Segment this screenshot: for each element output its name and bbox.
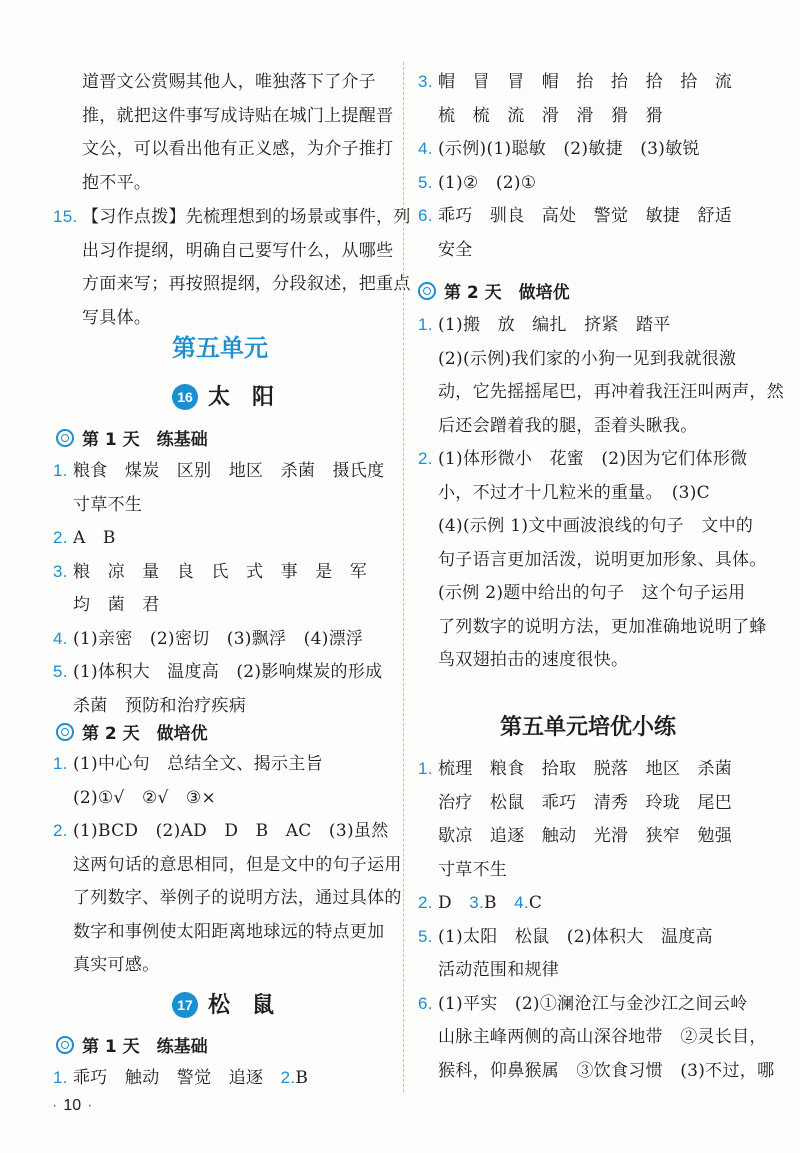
- question-number: 1.: [418, 759, 433, 778]
- question-number: 4.: [53, 628, 68, 648]
- question-number: 6.: [418, 993, 433, 1013]
- answer-text: C: [528, 893, 543, 913]
- answer-text: 道晋文公赏赐其他人，唯独落下了介子: [82, 72, 377, 92]
- answer-text: 了列数字、举例子的说明方法，通过具体的: [73, 888, 402, 908]
- target-circle-icon: [56, 723, 74, 741]
- answer-text: 寸草不生: [73, 494, 143, 515]
- lesson-number-badge: 17: [172, 992, 198, 1018]
- answer-text: 鸟双翅拍击的速度很快。: [438, 650, 629, 670]
- target-circle-icon: [418, 282, 436, 300]
- answer-text: (1)② (2)①: [438, 172, 537, 193]
- question-number: 2.: [53, 528, 68, 547]
- answer-line: [418, 171, 536, 195]
- section-heading-text: 第 1 天 练基础: [82, 1037, 208, 1057]
- answer-line: [73, 786, 216, 810]
- question-number: 2.: [418, 893, 433, 912]
- lesson-title-text: 松 鼠: [208, 993, 275, 1018]
- answer-line: [418, 137, 700, 161]
- answer-line: [418, 925, 713, 949]
- lesson-number-badge: 16: [172, 384, 198, 410]
- answer-line: [438, 104, 663, 128]
- question-number: 2.: [53, 821, 68, 840]
- answer-line: [438, 347, 736, 371]
- section-heading-text: 第 2 天 做培优: [82, 724, 208, 744]
- question-number: 15.: [53, 207, 78, 226]
- section-heading: [56, 722, 208, 746]
- question-number: 5.: [53, 662, 68, 681]
- answer-text: 粮食 煤炭 区别 地区 杀菌 摄氏度: [73, 461, 385, 481]
- answer-line: [418, 757, 732, 781]
- answer-line: [438, 514, 753, 538]
- question-number: 1.: [418, 315, 433, 334]
- question-number: 5.: [418, 926, 433, 946]
- answer-line: [73, 853, 402, 877]
- answer-text: (示例)(1)聪敏 (2)敏捷 (3)敏锐: [438, 139, 700, 159]
- answer-line: [418, 447, 747, 471]
- answer-text: 均 菌 君: [73, 595, 160, 615]
- answer-line: [438, 858, 507, 882]
- question-number: 2.: [418, 449, 433, 468]
- column-divider: [403, 62, 404, 1092]
- section-heading-text: 第 2 天 做培优: [444, 283, 570, 303]
- answer-line: [73, 493, 142, 517]
- answer-text: 梳 梳 流 滑 滑 猾 猾: [438, 105, 663, 126]
- answer-line: [53, 560, 367, 584]
- answer-text: 小，不过才十几粒米的重量。 (3)C: [438, 482, 710, 503]
- answer-text: (2)(示例)我们家的小狗一见到我就很激: [438, 348, 737, 369]
- answer-text: (2)①√ ②√ ③×: [73, 787, 217, 808]
- answer-text: (示例 2)题中给出的句子 这个句子运用: [438, 583, 746, 603]
- question-number: 3.: [418, 72, 433, 91]
- answer-line: [53, 1066, 308, 1090]
- answer-text: 句子语言更加活泼，说明更加形象、具体。: [438, 549, 767, 570]
- answer-text: 方面来写；再按照提纲，分段叙述，把重点: [82, 274, 411, 294]
- paragraph-line: [82, 70, 376, 94]
- answer-text: 治疗 松鼠 乖巧 清秀 玲珑 尾巴: [438, 792, 733, 813]
- question-number: 6.: [418, 206, 433, 225]
- answer-text: 帽 冒 冒 帽 抬 抬 拾 拾 流: [438, 72, 733, 92]
- section-heading: [56, 1035, 208, 1059]
- answer-text: 安全: [438, 239, 473, 260]
- answer-text: 乖巧 驯良 高处 警觉 敏捷 舒适: [438, 206, 733, 226]
- section-heading: [56, 428, 208, 452]
- answer-text: 猴科，仰鼻猴属 ③饮食习惯 (3)不过，哪: [438, 1060, 775, 1081]
- answer-text: 山脉主峰两侧的高山深谷地带 ②灵长目，: [438, 1027, 767, 1047]
- q15-line: [82, 306, 151, 330]
- answer-line: [418, 70, 732, 94]
- answer-line: [73, 886, 402, 910]
- answer-text: 歇凉 追逐 触动 光滑 狭窄 勉强: [438, 826, 733, 846]
- answer-line: [438, 481, 710, 505]
- answer-text: (1)搬 放 编扎 挤紧 踏平: [438, 315, 671, 335]
- answer-line: [418, 313, 671, 337]
- q15-line: [82, 272, 411, 296]
- answer-line: [438, 414, 698, 438]
- answer-text: (4)(示例 1)文中画波浪线的句子 文中的: [438, 516, 754, 536]
- answer-text: (1)平实 (2)①澜沧江与金沙江之间云岭: [438, 993, 748, 1014]
- answer-text: 抱不平。: [82, 172, 152, 193]
- target-circle-icon: [56, 429, 74, 447]
- answer-text: 推，就把这件事写成诗贴在城门上提醒晋: [82, 105, 394, 126]
- answer-line: [73, 920, 384, 944]
- answer-line: [73, 953, 160, 977]
- answer-text: (1)体形微小 花蜜 (2)因为它们体形微: [438, 449, 748, 469]
- answer-line: [73, 593, 160, 617]
- answer-text: 后还会蹭着我的腿，歪着头瞅我。: [438, 415, 698, 436]
- paragraph-line: [82, 104, 393, 128]
- answer-line: [73, 694, 246, 718]
- answer-text: 活动范围和规律: [438, 960, 560, 980]
- answer-text: 杀菌 预防和治疗疾病: [73, 695, 246, 716]
- answer-text: D: [438, 893, 470, 913]
- answer-line: [438, 380, 784, 404]
- paragraph-line: [82, 171, 151, 195]
- q15-line: [53, 205, 411, 229]
- answer-line: [438, 238, 473, 262]
- answer-text: 写具体。: [82, 307, 152, 328]
- question-number: 1.: [53, 754, 68, 773]
- question-number: 1.: [53, 1068, 68, 1087]
- unit-title: 第五单元: [172, 334, 268, 362]
- answer-text: (1)太阳 松鼠 (2)体积大 温度高: [438, 926, 713, 947]
- answer-text: (1)体积大 温度高 (2)影响煤炭的形成: [73, 662, 383, 682]
- answer-line: [438, 791, 732, 815]
- answer-text: 这两句话的意思相同，但是文中的句子运用: [73, 854, 402, 875]
- answer-line: [53, 752, 323, 776]
- question-number: 4.: [418, 139, 433, 158]
- answer-line: [438, 648, 628, 672]
- answer-text: 了列数字的说明方法，更加准确地说明了蜂: [438, 616, 767, 637]
- answer-line: [53, 459, 384, 483]
- answer-text: (1)中心句 总结全文、揭示主旨: [73, 754, 323, 774]
- answer-line: [53, 660, 382, 684]
- paragraph-line: [82, 137, 393, 161]
- answer-line: [438, 581, 745, 605]
- answer-line: [438, 958, 559, 982]
- answer-text: 乖巧 触动 警觉 追逐: [73, 1068, 281, 1088]
- question-number: 3.: [53, 561, 68, 581]
- answer-text: (1)亲密 (2)密切 (3)飘浮 (4)漂浮: [73, 628, 364, 649]
- answer-text: 文公，可以看出他有正义感，为介子推打: [82, 139, 394, 159]
- answer-text: B: [295, 1068, 309, 1088]
- question-number: 2.: [280, 1068, 296, 1087]
- answer-line: [438, 548, 767, 572]
- answer-line: [53, 526, 116, 550]
- lesson-title: [172, 380, 274, 411]
- answer-text: 梳理 粮食 拾取 脱落 地区 杀菌: [438, 759, 733, 779]
- answer-text: 出习作提纲，明确自己要写什么，从哪些: [82, 240, 394, 261]
- answer-text: A B: [73, 528, 116, 548]
- answer-line: [418, 992, 747, 1016]
- q15-line: [82, 239, 393, 263]
- answer-text: B: [484, 893, 515, 913]
- answer-text: 数字和事例使太阳距离地球远的特点更加: [73, 921, 385, 942]
- answer-text: (1)BCD (2)AD D B AC (3)虽然: [73, 821, 389, 841]
- question-number: 1.: [53, 461, 68, 480]
- answer-line: [418, 891, 542, 915]
- target-circle-icon: [56, 1036, 74, 1054]
- page-number: · 10 ·: [52, 1097, 93, 1114]
- answer-text: 【习作点拨】先梳理想到的场景或事件，列: [82, 207, 411, 227]
- answer-line: [438, 1025, 767, 1049]
- section-heading-text: 第 1 天 练基础: [82, 430, 208, 450]
- practice-title: 第五单元培优小练: [500, 715, 677, 740]
- answer-text: 真实可感。: [73, 955, 160, 975]
- question-number: 4.: [514, 893, 529, 912]
- answer-line: [53, 819, 389, 843]
- answer-line: [53, 627, 363, 651]
- answer-text: 粮 凉 量 良 氏 式 事 是 军: [73, 561, 368, 582]
- answer-text: 寸草不生: [438, 859, 508, 880]
- question-number: 3.: [469, 893, 485, 912]
- answer-text: 动，它先摇摇尾巴，再冲着我汪汪叫两声，然: [438, 382, 784, 402]
- lesson-title: [172, 988, 274, 1019]
- section-heading: [418, 281, 570, 305]
- lesson-title-text: 太 阳: [208, 385, 275, 410]
- answer-line: [438, 1059, 774, 1083]
- answer-line: [438, 615, 767, 639]
- answer-line: [418, 204, 732, 228]
- question-number: 5.: [418, 172, 433, 192]
- answer-line: [438, 824, 732, 848]
